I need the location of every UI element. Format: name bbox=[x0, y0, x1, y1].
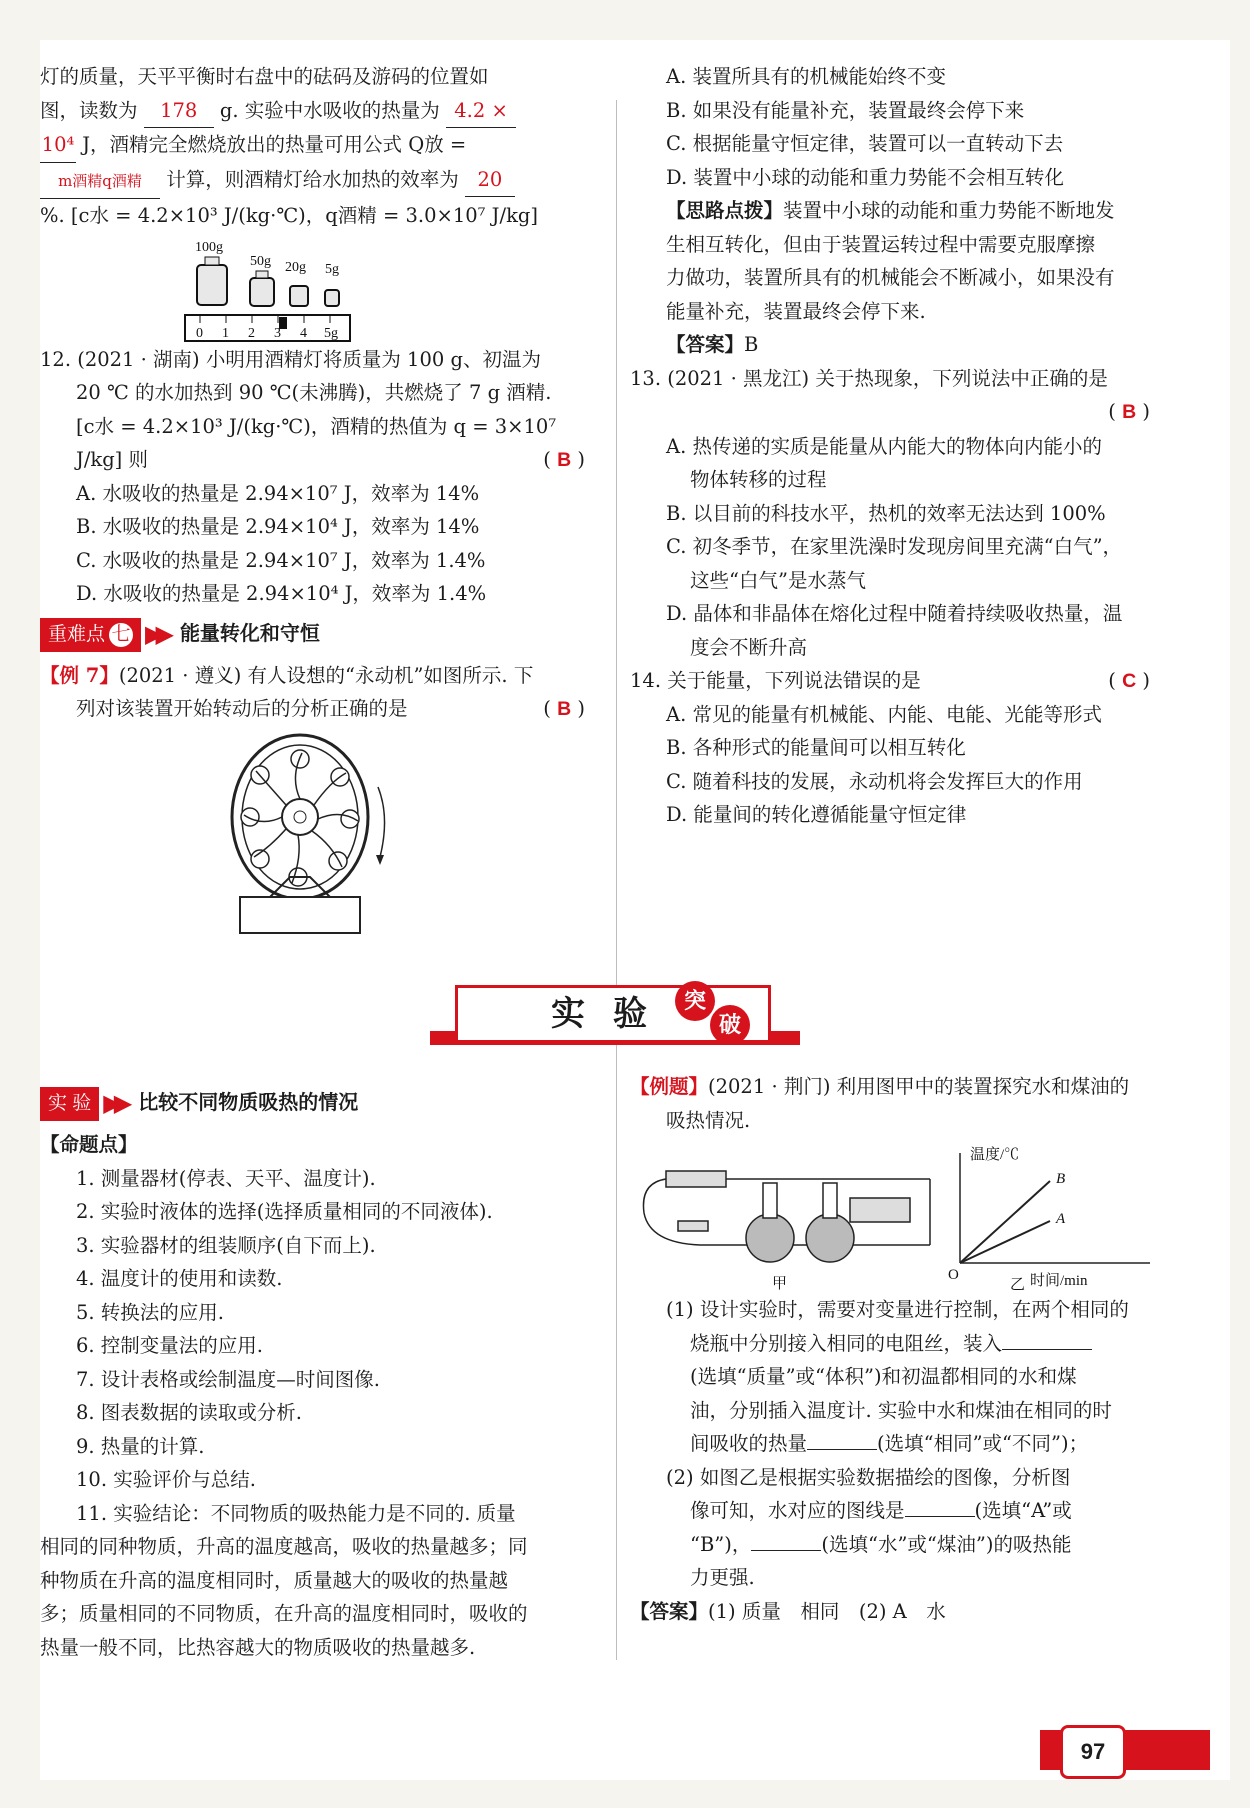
q14-option: B. 各种形式的能量间可以相互转化 bbox=[666, 736, 966, 759]
left-column bbox=[40, 60, 585, 947]
q13-option: A. 热传递的实质是能量从内能大的物体向内能小的 bbox=[666, 434, 1102, 458]
conclusion-line: 种物质在升高的温度相同时，质量越大的吸收的热量越 bbox=[40, 1568, 509, 1592]
weight-label: 20g bbox=[285, 259, 306, 275]
balance-weights-figure bbox=[40, 233, 585, 343]
part1-text: 间吸收的热量 bbox=[690, 1432, 808, 1455]
figure-jia-label: 甲 bbox=[772, 1276, 788, 1292]
proposition-heading: 【命题点】 bbox=[40, 1133, 138, 1156]
part1-line: 油，分别插入温度计. 实验中水和煤油在相同的时 bbox=[690, 1398, 1112, 1422]
q13-option: 这些“白气”是水蒸气 bbox=[690, 568, 866, 592]
scale-tick: 5g bbox=[324, 325, 338, 341]
part1-line bbox=[630, 1327, 1150, 1361]
part1-line bbox=[630, 1427, 1150, 1461]
proposition-point: 5. 转换法的应用. bbox=[76, 1300, 225, 1324]
blank bbox=[905, 1516, 975, 1517]
experiment-title: 比较不同物质吸热的情况 bbox=[138, 1092, 359, 1115]
section-header bbox=[430, 985, 800, 1055]
q14-option: D. 能量间的转化遵循能量守恒定律 bbox=[666, 803, 967, 826]
q14-option: C. 随着科技的发展，永动机将会发挥巨大的作用 bbox=[666, 769, 1083, 793]
q11-line5: %. [c水 = 4.2×10³ J/(kg·℃)，q酒精 = 3.0×10⁷ J/kg] bbox=[40, 204, 538, 227]
hint-line bbox=[630, 194, 1150, 228]
part1-line: (1) 设计实验时，需要对变量进行控制，在两个相同的 bbox=[666, 1298, 1129, 1321]
q12-line1: 12. (2021 · 湖南) 小明用酒精灯将质量为 100 g、初温为 bbox=[40, 347, 541, 371]
conclusion-line: 多；质量相同的不同物质，在升高的温度相同时，吸收的 bbox=[40, 1602, 528, 1625]
line-B bbox=[960, 1181, 1050, 1263]
hint-line: 生相互转化，但由于装置运转过程中需要克服摩擦 bbox=[666, 232, 1096, 256]
weight-5g bbox=[325, 290, 339, 306]
q11-line3 bbox=[40, 128, 585, 163]
q13-option: D. 晶体和非晶体在熔化过程中随着持续吸收热量，温 bbox=[666, 602, 1123, 625]
q11-answer-heat: 4.2 × bbox=[446, 94, 516, 129]
proposition-point: 4. 温度计的使用和读数. bbox=[76, 1267, 283, 1290]
flask-water-icon bbox=[746, 1214, 794, 1262]
experiment-banner bbox=[40, 1086, 585, 1122]
weight-label: 50g bbox=[250, 253, 271, 269]
ex7-option: D. 装置中小球的动能和重力势能不会相互转化 bbox=[666, 165, 1064, 189]
part2-line bbox=[630, 1528, 1150, 1562]
ex7-line2: 列对该装置开始转动后的分析正确的是 ( B ) bbox=[76, 697, 585, 720]
part1-text: (选填“相同”或“不同”)； bbox=[877, 1432, 1089, 1455]
ex7-option: B. 如果没有能量补充，装置最终会停下来 bbox=[666, 98, 1025, 122]
q13-line1: 13. (2021 · 黑龙江) 关于热现象，下列说法中正确的是 bbox=[630, 366, 1108, 390]
q14-answer: C bbox=[1122, 670, 1137, 692]
q11-answer-formula: m酒精q酒精 bbox=[40, 165, 160, 200]
example-answer: (1) 质量 相同 (2) A 水 bbox=[708, 1599, 946, 1623]
battery-icon bbox=[678, 1221, 708, 1231]
section-badge: 破 bbox=[710, 1005, 750, 1045]
blank bbox=[1002, 1349, 1092, 1350]
perpetual-motion-figure bbox=[40, 727, 585, 947]
q12-answer: B bbox=[557, 449, 572, 471]
conclusion-line: 11. 实验结论：不同物质的吸热能力是不同的. 质量 bbox=[76, 1501, 516, 1525]
proposition-point: 7. 设计表格或绘制温度—时间图像. bbox=[76, 1367, 381, 1391]
answer-value: B bbox=[744, 333, 759, 356]
answer-tag: 【答案】 bbox=[666, 333, 745, 356]
proposition-point: 2. 实验时液体的选择(选择质量相同的不同液体). bbox=[76, 1200, 493, 1223]
ex7-text: (2021 · 遵义) 有人设想的“永动机”如图所示. 下 bbox=[118, 663, 534, 687]
q12-option: A. 水吸收的热量是 2.94×10⁷ J，效率为 14% bbox=[76, 481, 480, 505]
machine-base bbox=[240, 897, 360, 933]
hint-line: 力做功，装置所具有的机械能会不断减小，如果没有 bbox=[666, 266, 1115, 289]
page-number: 97 bbox=[1060, 1725, 1126, 1779]
rotation-arrow-icon bbox=[378, 787, 385, 857]
q14-line1: 14. 关于能量，下列说法错误的是 ( C ) bbox=[630, 669, 1150, 692]
experiment-figure bbox=[630, 1143, 1150, 1293]
scale-tick: 3 bbox=[274, 325, 281, 341]
line-A-label: A bbox=[1056, 1211, 1066, 1227]
weight-20g bbox=[290, 286, 308, 306]
q13-option: C. 初冬季节，在家里洗澡时发现房间里充满“白气”， bbox=[666, 535, 1123, 558]
blank bbox=[807, 1449, 877, 1450]
conclusion-line: 热量一般不同，比热容越大的物质吸收的热量越多. bbox=[40, 1635, 476, 1659]
q12-option: D. 水吸收的热量是 2.94×10⁴ J，效率为 1.4% bbox=[76, 582, 487, 605]
experiment-section bbox=[40, 1080, 585, 1664]
figure-yi-label: 乙 bbox=[1010, 1277, 1026, 1293]
ex7-line1 bbox=[40, 659, 585, 693]
example-answer-tag: 【答案】 bbox=[630, 1599, 709, 1623]
q11-line2 bbox=[40, 94, 585, 129]
part2-line: 力更强. bbox=[690, 1566, 755, 1589]
example-text: (2021 · 荆门) 利用图甲中的装置探究水和煤油的 bbox=[708, 1075, 1130, 1098]
column-divider bbox=[616, 100, 617, 1660]
double-arrow-icon: ▶▶ bbox=[145, 619, 166, 648]
weight-50g bbox=[250, 278, 274, 306]
q13-option: 物体转移的过程 bbox=[690, 468, 827, 491]
q11-text: 计算，则酒精灯给水加热的效率为 bbox=[166, 167, 459, 191]
ex7-tag: 【例 7】 bbox=[40, 663, 119, 687]
weight-label: 100g bbox=[195, 239, 223, 255]
hint-line: 能量补充，装置最终会停下来. bbox=[666, 299, 926, 323]
example-answer-line bbox=[630, 1595, 1150, 1629]
key-point-banner bbox=[40, 617, 585, 653]
q13-option: B. 以目前的科技水平，热机的效率无法达到 100% bbox=[666, 501, 1106, 525]
q11-line4 bbox=[40, 163, 585, 200]
example-tag: 【例题】 bbox=[630, 1075, 709, 1098]
origin-label: O bbox=[948, 1267, 959, 1283]
q11-text: g. 实验中水吸收的热量为 bbox=[219, 98, 440, 122]
weight-label: 5g bbox=[325, 261, 339, 277]
key-point-title: 能量转化和守恒 bbox=[179, 622, 320, 645]
blank bbox=[751, 1550, 821, 1551]
right-column bbox=[630, 60, 1150, 832]
q11-answer-efficiency: 20 bbox=[465, 163, 515, 198]
ex7-answer: B bbox=[557, 698, 572, 720]
switch-icon bbox=[666, 1171, 726, 1187]
scale-tick: 1 bbox=[222, 325, 229, 341]
line-A bbox=[960, 1221, 1050, 1263]
q13-answer: B bbox=[1122, 401, 1137, 423]
section-badge: 突 bbox=[675, 981, 715, 1021]
page-number-badge bbox=[1040, 1725, 1210, 1775]
double-arrow-icon: ▶▶ bbox=[103, 1089, 125, 1118]
q13-option: 度会不断升高 bbox=[690, 635, 808, 659]
hint-tag: 【思路点拨】 bbox=[666, 199, 784, 222]
y-axis-label: 温度/℃ bbox=[970, 1147, 1020, 1163]
part2-line bbox=[630, 1494, 1150, 1528]
part2-text: 像可知，水对应的图线是 bbox=[690, 1499, 905, 1522]
q11-line1: 灯的质量，天平平衡时右盘中的砝码及游码的位置如 bbox=[40, 65, 489, 88]
section-title: 实验 bbox=[455, 985, 771, 1043]
proposition-point: 3. 实验器材的组装顺序(自下而上). bbox=[76, 1233, 376, 1257]
example-line2: 吸热情况. bbox=[666, 1108, 751, 1132]
q14-option: A. 常见的能量有机械能、内能、电能、光能等形式 bbox=[666, 702, 1102, 726]
q12-option: C. 水吸收的热量是 2.94×10⁷ J，效率为 1.4% bbox=[76, 548, 486, 572]
scale-tick: 0 bbox=[196, 325, 203, 341]
q12-text: J/kg] 则 bbox=[76, 448, 148, 471]
ex7-option: C. 根据能量守恒定律，装置可以一直转动下去 bbox=[666, 132, 1064, 155]
part2-text: (选填“A”或 bbox=[974, 1499, 1072, 1522]
rheostat-icon bbox=[850, 1198, 910, 1222]
proposition-point: 10. 实验评价与总结. bbox=[76, 1468, 256, 1491]
answer-line bbox=[630, 328, 1150, 362]
scale-tick: 2 bbox=[248, 325, 255, 341]
proposition-point: 1. 测量器材(停表、天平、温度计). bbox=[76, 1166, 376, 1190]
q12-option: B. 水吸收的热量是 2.94×10⁴ J，效率为 14% bbox=[76, 515, 480, 538]
q12-line3: [c水 = 4.2×10³ J/(kg·℃)，酒精的热值为 q = 3×10⁷ bbox=[76, 414, 557, 438]
part2-line: (2) 如图乙是根据实验数据描绘的图像，分析图 bbox=[666, 1465, 1071, 1489]
experiment-tag: 实 验 bbox=[40, 1087, 99, 1121]
hint-text: 装置中小球的动能和重力势能不断地发 bbox=[783, 199, 1115, 222]
key-point-number: 七 bbox=[109, 623, 133, 647]
proposition-point: 6. 控制变量法的应用. bbox=[76, 1334, 264, 1357]
scale-tick: 4 bbox=[300, 325, 307, 341]
q13-answer-line: ( B ) bbox=[1108, 400, 1150, 423]
part2-text: (选填“水”或“煤油”)的吸热能 bbox=[821, 1532, 1072, 1556]
q12-line2: 20 ℃ 的水加热到 90 ℃(未沸腾)，共燃烧了 7 g 酒精. bbox=[76, 381, 552, 404]
flask-oil-icon bbox=[806, 1214, 854, 1262]
part2-text: “B”)， bbox=[690, 1532, 752, 1556]
q11-answer-reading: 178 bbox=[144, 94, 214, 129]
part1-text: 烧瓶中分别接入相同的电阻丝，装入 bbox=[690, 1331, 1003, 1355]
proposition-point: 9. 热量的计算. bbox=[76, 1434, 205, 1458]
proposition-point: 8. 图表数据的读取或分析. bbox=[76, 1401, 303, 1424]
example-section bbox=[630, 1070, 1150, 1628]
q12-line4: J/kg] 则 ( B ) bbox=[76, 448, 585, 471]
part1-line: (选填“质量”或“体积”)和初温都相同的水和煤 bbox=[690, 1365, 1077, 1388]
example-line1 bbox=[630, 1070, 1150, 1104]
line-B-label: B bbox=[1056, 1171, 1066, 1187]
ex7-text: 列对该装置开始转动后的分析正确的是 bbox=[76, 697, 408, 720]
x-axis-label: 时间/min bbox=[1030, 1273, 1088, 1289]
key-point-tag: 重难点 七 bbox=[40, 618, 141, 652]
q11-text: J，酒精完全燃烧放出的热量可用公式 Q放 = bbox=[82, 133, 467, 156]
q11-text: 图，读数为 bbox=[40, 98, 138, 122]
q14-text: 14. 关于能量，下列说法错误的是 bbox=[630, 669, 921, 692]
ex7-option: A. 装置所具有的机械能始终不变 bbox=[666, 65, 946, 88]
conclusion-line: 相同的同种物质，升高的温度越高，吸收的热量越多；同 bbox=[40, 1535, 528, 1558]
q11-answer-heat-exp: 10⁴ bbox=[40, 128, 76, 163]
weight-100g bbox=[197, 265, 227, 305]
